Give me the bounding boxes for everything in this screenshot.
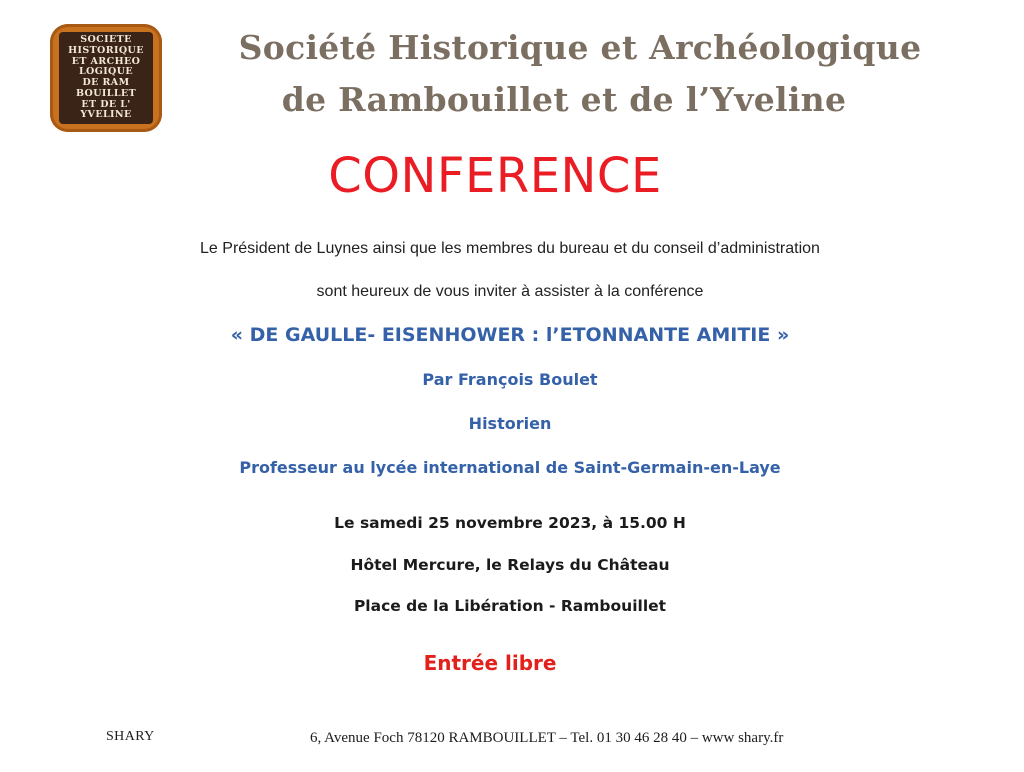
conference-title: CONFERENCE <box>328 148 662 204</box>
society-name-line-1: Société Historique et Archéologique <box>238 28 922 67</box>
event-address: Place de la Libération - Rambouillet <box>353 597 667 615</box>
logo-inner <box>59 32 153 124</box>
talk-title: « DE GAULLE- EISENHOWER : l’ETONNANTE AMITIE » <box>230 324 790 346</box>
society-name-line-2: de Rambouillet et de l’Yveline <box>281 80 847 119</box>
footer-printer-name: SHARY <box>106 729 155 744</box>
footer-printer-address: 6, Avenue Foch 78120 RAMBOUILLET – Tel. 01 30 46 28 40 – www shary.fr <box>310 730 784 746</box>
logo-line: SOCIETE <box>80 34 132 45</box>
invitation-line-1: Le Président de Luynes ainsi que les membres du bureau et du conseil d’administration <box>200 240 820 257</box>
admission-note: Entrée libre <box>423 651 557 675</box>
society-logo-seal <box>50 24 162 132</box>
logo-line: BOUILLET <box>75 87 137 99</box>
logo-line: YVELINE <box>80 109 132 121</box>
speaker-position: Professeur au lycée international de Saint-Germain-en-Laye <box>239 458 781 477</box>
logo-line: LOGIQUE <box>78 66 134 78</box>
speaker-role: Historien <box>468 414 552 433</box>
invitation-line-2: sont heureux de vous inviter à assister à la conférence <box>316 283 704 300</box>
logo-line: HISTORIQUE <box>68 44 144 56</box>
speaker-name: Par François Boulet <box>422 370 598 389</box>
logo-line: ET DE L' <box>81 98 131 110</box>
event-venue: Hôtel Mercure, le Relays du Château <box>350 556 670 574</box>
event-date: Le samedi 25 novembre 2023, à 15.00 H <box>334 514 686 532</box>
logo-line: DE RAM <box>82 77 130 89</box>
logo-line: ET ARCHEO <box>71 55 141 67</box>
